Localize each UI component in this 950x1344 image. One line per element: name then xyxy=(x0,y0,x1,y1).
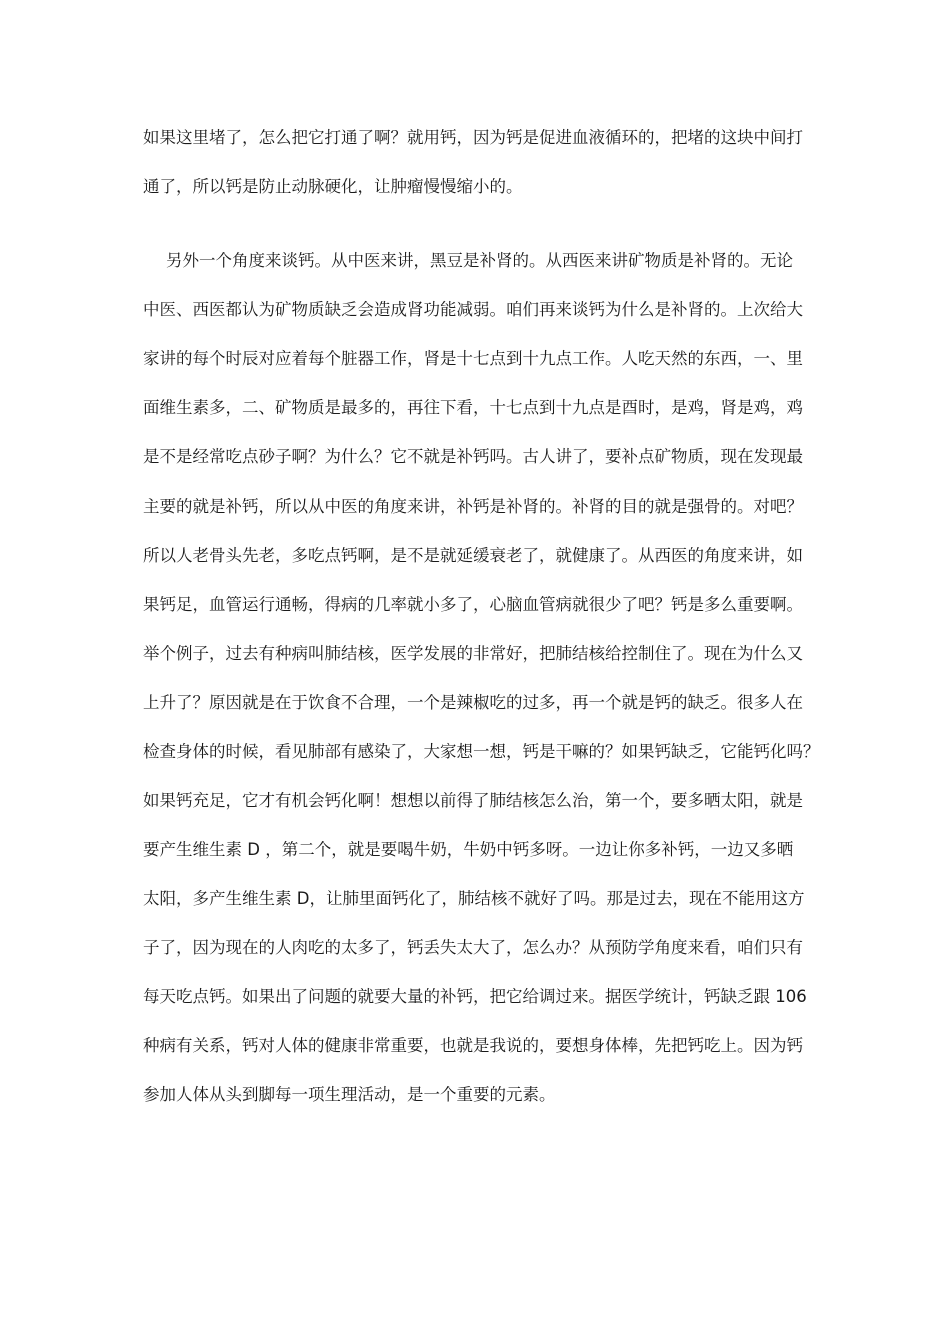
text-line: 太阳，多产生维生素 D，让肺里面钙化了，肺结核不就好了吗。那是过去，现在不能用这方 xyxy=(143,889,805,908)
text-line: 子了，因为现在的人肉吃的太多了，钙丢失太大了，怎么办？从预防学角度来看，咱们只有 xyxy=(143,938,803,957)
text-line: 主要的就是补钙，所以从中医的角度来讲，补钙是补肾的。补肾的目的就是强骨的。对吧？ xyxy=(143,497,803,516)
text-line: 要产生维生素 D ，第二个，就是要喝牛奶，牛奶中钙多呀。一边让你多补钙，一边又多晒 xyxy=(143,840,794,859)
text-line: 中医、西医都认为矿物质缺乏会造成肾功能减弱。咱们再来谈钙为什么是补肾的。上次给大 xyxy=(143,300,803,319)
text-line: 所以人老骨头先老，多吃点钙啊，是不是就延缓衰老了，就健康了。从西医的角度来讲，如 xyxy=(143,546,803,565)
text-line: 如果这里堵了，怎么把它打通了啊？就用钙，因为钙是促进血液循环的，把堵的这块中间打 xyxy=(143,128,803,147)
text-line: 是不是经常吃点砂子啊？为什么？它不就是补钙吗。古人讲了，要补点矿物质，现在发现最 xyxy=(143,447,803,466)
text-line: 面维生素多，二、矿物质是最多的，再往下看，十七点到十九点是酉时，是鸡，肾是鸡，鸡 xyxy=(143,398,803,417)
text-line: 参加人体从头到脚每一项生理活动，是一个重要的元素。 xyxy=(143,1085,556,1104)
text-line: 果钙足，血管运行通畅，得病的几率就小多了，心脑血管病就很少了吧？钙是多么重要啊。 xyxy=(143,595,803,614)
text-line: 检查身体的时候，看见肺部有感染了，大家想一想，钙是干嘛的？如果钙缺乏，它能钙化吗？ xyxy=(143,742,820,761)
text-line: 种病有关系，钙对人体的健康非常重要，也就是我说的，要想身体棒，先把钙吃上。因为钙 xyxy=(143,1036,803,1055)
text-line: 家讲的每个时辰对应着每个脏器工作，肾是十七点到十九点工作。人吃天然的东西，一、里 xyxy=(143,349,803,368)
text-line: 举个例子，过去有种病叫肺结核，医学发展的非常好，把肺结核给控制住了。现在为什么又 xyxy=(143,644,803,663)
text-line: 如果钙充足，它才有机会钙化啊！想想以前得了肺结核怎么治，第一个，要多晒太阳，就是 xyxy=(143,791,803,810)
text-line: 上升了？原因就是在于饮食不合理，一个是辣椒吃的过多，再一个就是钙的缺乏。很多人在 xyxy=(143,693,803,712)
text-line: 每天吃点钙。如果出了问题的就要大量的补钙，把它给调过来。据医学统计，钙缺乏跟 106 xyxy=(143,987,807,1006)
text-line: 另外一个角度来谈钙。从中医来讲，黑豆是补肾的。从西医来讲矿物质是补肾的。无论 xyxy=(166,251,793,270)
text-line: 通了，所以钙是防止动脉硬化，让肿瘤慢慢缩小的。 xyxy=(143,177,523,196)
